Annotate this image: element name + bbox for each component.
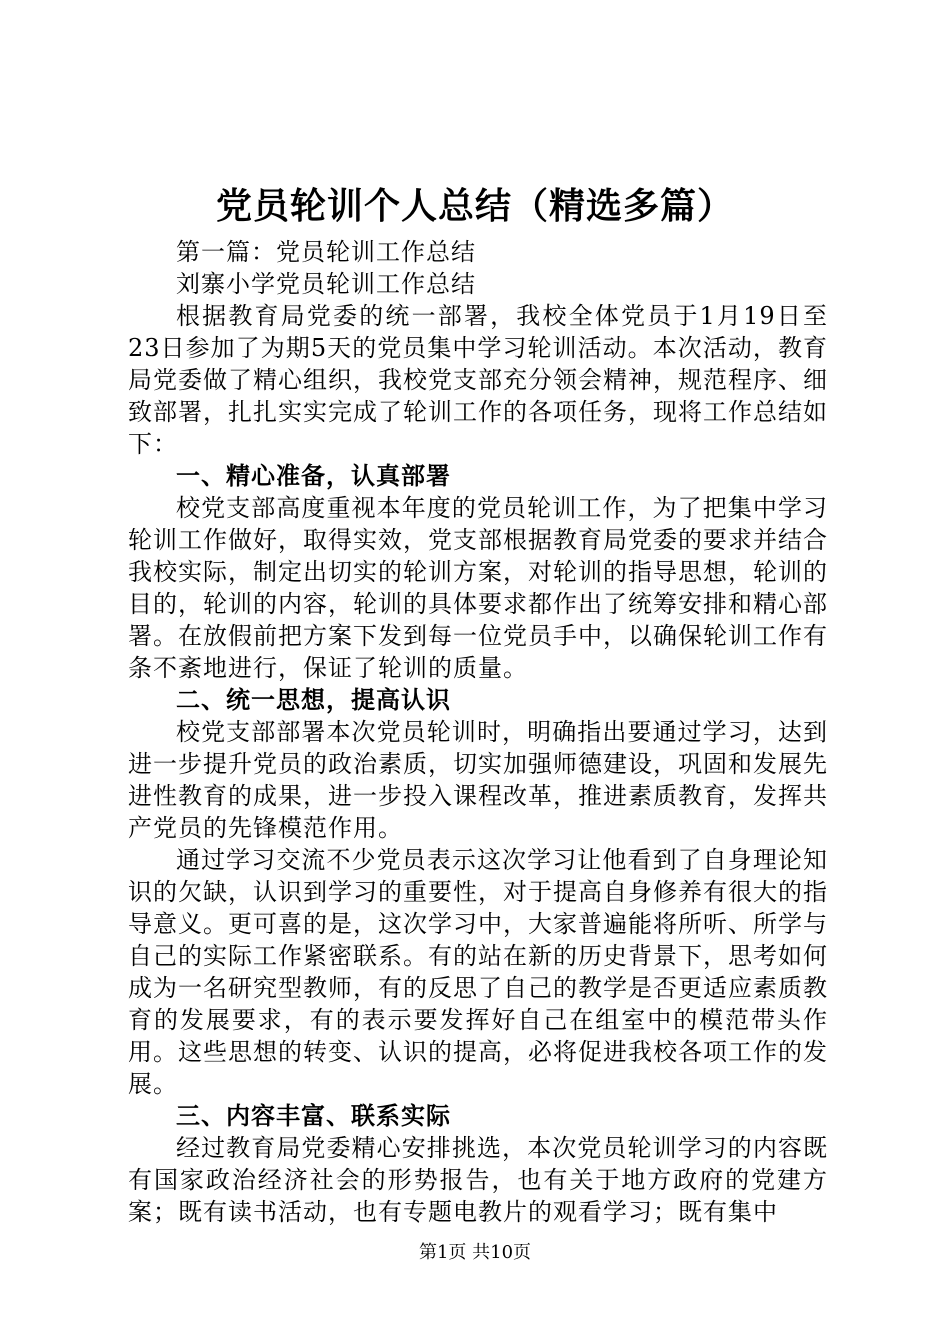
report-subtitle: 刘寨小学党员轮训工作总结	[176, 270, 476, 298]
section-heading: 三、内容丰富、联系实际	[176, 1102, 451, 1130]
body-paragraph: 根据教育局党委的统一部署，我校全体党员于1月19日至23日参加了为期5天的党员集中学习轮训活动。本次活动，教育局党委做了精心组织，我校党支部充分领会精神，规范程序、细致部署，扎扎实实完成了轮训工作的各项任务，现将工作总结如下：	[128, 302, 828, 458]
body-paragraph: 校党支部高度重视本年度的党员轮训工作，为了把集中学习轮训工作做好，取得实效，党支部根据教育局党委的要求并结合我校实际，制定出切实的轮训方案，对轮训的指导思想，轮训的目的，轮训的内容，轮训的具体要求都作出了统筹安排和精心部署。在放假前把方案下发到每一位党员手中，以确保轮训工作有条不紊地进行，保证了轮训的质量。	[128, 494, 828, 682]
section-subtitle: 第一篇：党员轮训工作总结	[176, 238, 476, 266]
body-paragraph: 通过学习交流不少党员表示这次学习让他看到了自身理论知识的欠缺，认识到学习的重要性，对于提高自身修养有很大的指导意义。更可喜的是，这次学习中，大家普遍能将所听、所学与自己的实际工作紧密联系。有的站在新的历史背景下，思考如何成为一名研究型教师，有的反思了自己的教学是否更适应素质教育的发展要求，有的表示要发挥好自己在组室中的模范带头作用。这些思想的转变、认识的提高，必将促进我校各项工作的发展。	[128, 846, 828, 1098]
document-title: 党员轮训个人总结（精选多篇）	[215, 185, 734, 227]
section-heading: 二、统一思想，提高认识	[176, 686, 451, 714]
document-body	[128, 236, 828, 1228]
body-paragraph: 校党支部部署本次党员轮训时，明确指出要通过学习，达到进一步提升党员的政治素质，切实加强师德建设，巩固和发展先进性教育的成果，进一步投入课程改革，推进素质教育，发挥共产党员的先锋模范作用。	[128, 718, 828, 842]
body-paragraph: 经过教育局党委精心安排挑选，本次党员轮训学习的内容既有国家政治经济社会的形势报告，也有关于地方政府的党建方案；既有读书活动，也有专题电教片的观看学习；既有集中	[128, 1134, 828, 1226]
section-heading: 一、精心准备，认真部署	[176, 462, 451, 490]
page-number: 第1页 共10页	[418, 1242, 532, 1263]
